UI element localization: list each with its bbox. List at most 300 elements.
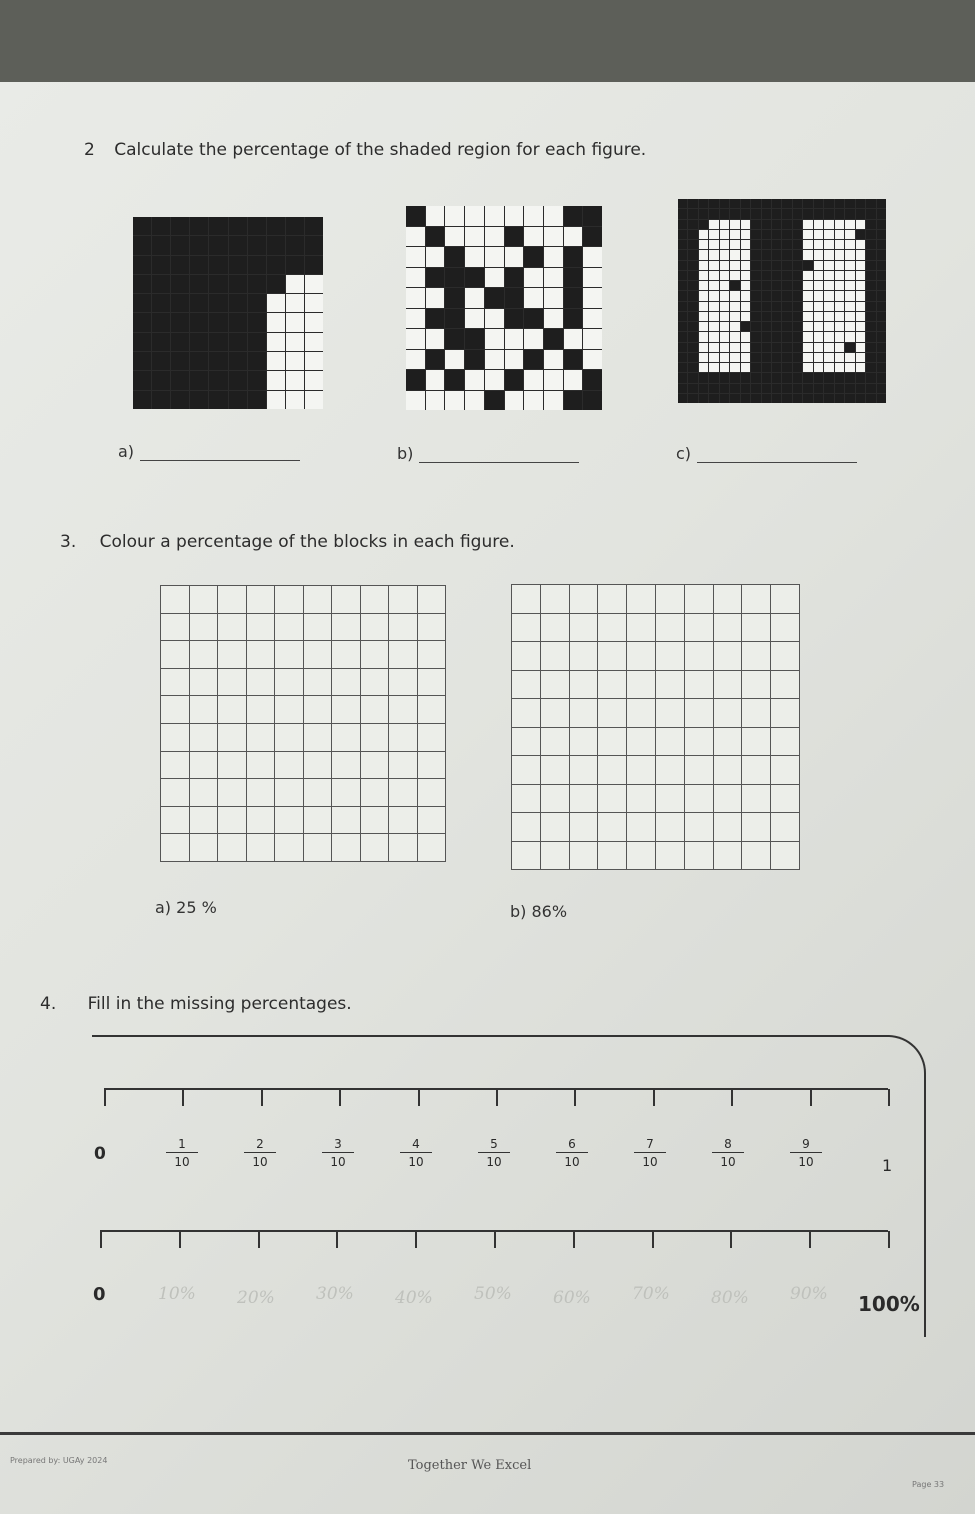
colour-block[interactable] <box>418 614 446 641</box>
colour-block[interactable] <box>161 614 189 641</box>
colour-block[interactable] <box>598 699 626 727</box>
grid-cell <box>856 332 865 341</box>
colour-block[interactable] <box>389 669 417 696</box>
colour-block[interactable] <box>275 834 303 861</box>
colour-block[interactable] <box>190 724 218 751</box>
colour-block[interactable] <box>418 779 446 806</box>
colour-block[interactable] <box>512 813 540 841</box>
colour-block[interactable] <box>190 807 218 834</box>
grid-cell <box>730 373 739 382</box>
grid-cell <box>772 322 781 331</box>
colour-block[interactable] <box>389 807 417 834</box>
colour-block[interactable] <box>570 699 598 727</box>
handwritten-percentage[interactable]: 90% <box>790 1284 828 1304</box>
handwritten-percentage[interactable]: 50% <box>474 1284 512 1304</box>
colour-block[interactable] <box>304 586 332 613</box>
grid-cell <box>730 291 739 300</box>
colour-block[interactable] <box>541 756 569 784</box>
grid-cell <box>751 302 760 311</box>
colour-block[interactable] <box>389 724 417 751</box>
colour-block[interactable] <box>714 842 742 870</box>
colour-block[interactable] <box>714 728 742 756</box>
grid-cell <box>814 240 823 249</box>
grid-cell <box>524 206 543 226</box>
colour-block[interactable] <box>304 834 332 861</box>
colour-block[interactable] <box>332 779 360 806</box>
colour-block[interactable] <box>656 671 684 699</box>
colour-block[interactable] <box>361 614 389 641</box>
grid-cell <box>190 352 208 370</box>
colour-block[interactable] <box>742 699 770 727</box>
colour-block[interactable] <box>218 669 246 696</box>
colour-block[interactable] <box>656 585 684 613</box>
grid-cell <box>171 333 189 351</box>
colour-block[interactable] <box>304 614 332 641</box>
grid-cell <box>709 250 718 259</box>
answer-line[interactable] <box>140 446 300 461</box>
colour-block[interactable] <box>418 834 446 861</box>
grid-cell <box>793 240 802 249</box>
colour-block[interactable] <box>742 756 770 784</box>
colour-block[interactable] <box>570 756 598 784</box>
grid-cell <box>772 291 781 300</box>
colour-block[interactable] <box>656 785 684 813</box>
colour-block[interactable] <box>389 641 417 668</box>
colour-block[interactable] <box>627 728 655 756</box>
grid-cell <box>741 384 750 393</box>
grid-cell <box>305 236 323 254</box>
grid-cell <box>762 363 771 372</box>
colour-block[interactable] <box>304 696 332 723</box>
colour-block[interactable] <box>190 779 218 806</box>
colour-block[interactable] <box>656 614 684 642</box>
colour-block[interactable] <box>627 642 655 670</box>
grid-cell <box>229 236 247 254</box>
colour-block[interactable] <box>742 614 770 642</box>
colour-block[interactable] <box>541 699 569 727</box>
colour-block[interactable] <box>361 724 389 751</box>
grid-cell <box>267 275 285 293</box>
colour-block[interactable] <box>361 834 389 861</box>
colour-block[interactable] <box>742 671 770 699</box>
colour-block[interactable] <box>361 696 389 723</box>
colour-block[interactable] <box>627 785 655 813</box>
colour-block[interactable] <box>627 813 655 841</box>
grid-cell <box>267 313 285 331</box>
grid-cell <box>730 271 739 280</box>
grid-cell <box>730 302 739 311</box>
colour-block[interactable] <box>570 671 598 699</box>
colour-block[interactable] <box>218 779 246 806</box>
colour-block[interactable] <box>332 752 360 779</box>
colour-block[interactable] <box>247 752 275 779</box>
colour-block[interactable] <box>161 586 189 613</box>
handwritten-percentage[interactable]: 60% <box>553 1288 591 1308</box>
colour-block[interactable] <box>304 669 332 696</box>
colour-block[interactable] <box>541 614 569 642</box>
colour-block[interactable] <box>598 785 626 813</box>
grid-cell <box>709 373 718 382</box>
colour-block[interactable] <box>332 669 360 696</box>
grid-cell <box>286 371 304 389</box>
q2-answer-a[interactable] <box>118 442 300 461</box>
colour-block[interactable] <box>247 779 275 806</box>
grid-cell <box>845 199 854 208</box>
grid-cell <box>305 371 323 389</box>
colour-block[interactable] <box>570 614 598 642</box>
grid-cell <box>505 391 524 411</box>
colour-block[interactable] <box>218 752 246 779</box>
handwritten-percentage[interactable]: 30% <box>316 1284 354 1304</box>
colour-block[interactable] <box>512 614 540 642</box>
colour-block[interactable] <box>389 586 417 613</box>
colour-block[interactable] <box>247 641 275 668</box>
colour-block[interactable] <box>361 779 389 806</box>
colour-block[interactable] <box>275 586 303 613</box>
colour-block[interactable] <box>742 585 770 613</box>
colour-block[interactable] <box>656 756 684 784</box>
colour-block[interactable] <box>512 842 540 870</box>
handwritten-percentage[interactable]: 20% <box>237 1288 275 1308</box>
colour-block[interactable] <box>570 813 598 841</box>
grid-cell <box>133 371 151 389</box>
grid-cell <box>741 230 750 239</box>
colour-block[interactable] <box>714 699 742 727</box>
colour-block[interactable] <box>656 728 684 756</box>
colour-block[interactable] <box>275 779 303 806</box>
colour-block[interactable] <box>275 669 303 696</box>
colour-block[interactable] <box>247 669 275 696</box>
grid-cell <box>824 220 833 229</box>
grid-cell <box>824 271 833 280</box>
grid-cell <box>741 363 750 372</box>
colour-block[interactable] <box>418 752 446 779</box>
grid-cell <box>772 199 781 208</box>
grid-cell <box>709 281 718 290</box>
colour-block[interactable] <box>247 696 275 723</box>
colour-block[interactable] <box>771 728 799 756</box>
colour-block[interactable] <box>218 807 246 834</box>
grid-cell <box>465 288 484 308</box>
q3-grid-b[interactable] <box>511 584 800 870</box>
colour-block[interactable] <box>627 671 655 699</box>
colour-block[interactable] <box>275 641 303 668</box>
colour-block[interactable] <box>418 641 446 668</box>
grid-cell <box>267 391 285 409</box>
colour-block[interactable] <box>190 696 218 723</box>
grid-cell <box>782 220 791 229</box>
colour-block[interactable] <box>304 752 332 779</box>
colour-block[interactable] <box>332 641 360 668</box>
handwritten-percentage[interactable]: 10% <box>158 1284 196 1304</box>
colour-block[interactable] <box>685 614 713 642</box>
colour-block[interactable] <box>627 699 655 727</box>
colour-block[interactable] <box>627 842 655 870</box>
q2-answer-b[interactable] <box>397 444 579 463</box>
grid-cell <box>152 371 170 389</box>
colour-block[interactable] <box>685 785 713 813</box>
colour-block[interactable] <box>714 642 742 670</box>
colour-block[interactable] <box>570 728 598 756</box>
colour-block[interactable] <box>190 834 218 861</box>
colour-block[interactable] <box>361 586 389 613</box>
colour-block[interactable] <box>685 671 713 699</box>
colour-block[interactable] <box>742 813 770 841</box>
colour-block[interactable] <box>389 696 417 723</box>
colour-block[interactable] <box>598 585 626 613</box>
colour-block[interactable] <box>570 642 598 670</box>
colour-block[interactable] <box>512 671 540 699</box>
colour-block[interactable] <box>512 728 540 756</box>
colour-block[interactable] <box>771 756 799 784</box>
colour-block[interactable] <box>161 669 189 696</box>
colour-block[interactable] <box>389 834 417 861</box>
colour-block[interactable] <box>512 585 540 613</box>
colour-block[interactable] <box>275 807 303 834</box>
grid-cell <box>824 281 833 290</box>
grid-cell <box>267 256 285 274</box>
colour-block[interactable] <box>771 842 799 870</box>
colour-block[interactable] <box>512 785 540 813</box>
colour-block[interactable] <box>161 696 189 723</box>
colour-block[interactable] <box>771 585 799 613</box>
grid-cell <box>730 322 739 331</box>
colour-block[interactable] <box>190 752 218 779</box>
colour-block[interactable] <box>541 642 569 670</box>
colour-block[interactable] <box>714 614 742 642</box>
colour-block[interactable] <box>598 813 626 841</box>
grid-cell <box>814 353 823 362</box>
colour-block[interactable] <box>361 807 389 834</box>
grid-cell <box>229 391 247 409</box>
colour-block[interactable] <box>218 614 246 641</box>
colour-block[interactable] <box>275 614 303 641</box>
colour-block[interactable] <box>304 807 332 834</box>
grid-cell <box>445 206 464 226</box>
colour-block[interactable] <box>541 813 569 841</box>
colour-block[interactable] <box>656 842 684 870</box>
colour-block[interactable] <box>771 642 799 670</box>
colour-block[interactable] <box>685 728 713 756</box>
grid-cell <box>824 261 833 270</box>
grid-cell <box>856 240 865 249</box>
q2-answer-c[interactable] <box>676 444 857 463</box>
grid-cell <box>720 230 729 239</box>
colour-block[interactable] <box>714 813 742 841</box>
colour-block[interactable] <box>161 641 189 668</box>
q3-grid-a[interactable] <box>160 585 446 862</box>
grid-cell <box>248 352 266 370</box>
grid-cell <box>762 261 771 270</box>
colour-block[interactable] <box>598 671 626 699</box>
colour-block[interactable] <box>190 669 218 696</box>
colour-block[interactable] <box>541 585 569 613</box>
grid-cell <box>856 312 865 321</box>
grid-cell <box>814 209 823 218</box>
colour-block[interactable] <box>598 842 626 870</box>
colour-block[interactable] <box>418 807 446 834</box>
grid-cell <box>678 209 687 218</box>
colour-block[interactable] <box>275 724 303 751</box>
colour-block[interactable] <box>161 834 189 861</box>
colour-block[interactable] <box>598 756 626 784</box>
colour-block[interactable] <box>389 779 417 806</box>
grid-cell <box>465 350 484 370</box>
colour-block[interactable] <box>771 699 799 727</box>
grid-cell <box>544 206 563 226</box>
colour-block[interactable] <box>161 779 189 806</box>
colour-block[interactable] <box>218 696 246 723</box>
grid-cell <box>720 291 729 300</box>
colour-block[interactable] <box>304 641 332 668</box>
colour-block[interactable] <box>247 724 275 751</box>
grid-cell <box>305 313 323 331</box>
grid-cell <box>772 363 781 372</box>
colour-block[interactable] <box>304 779 332 806</box>
colour-block[interactable] <box>247 586 275 613</box>
colour-block[interactable] <box>771 614 799 642</box>
colour-block[interactable] <box>389 752 417 779</box>
colour-block[interactable] <box>627 614 655 642</box>
colour-block[interactable] <box>771 671 799 699</box>
grid-cell <box>133 256 151 274</box>
colour-block[interactable] <box>247 807 275 834</box>
grid-cell <box>782 291 791 300</box>
grid-cell <box>583 206 602 226</box>
grid-cell <box>866 384 875 393</box>
colour-block[interactable] <box>742 728 770 756</box>
handwritten-percentage[interactable]: 70% <box>632 1284 670 1304</box>
tick-mark <box>494 1231 496 1248</box>
colour-block[interactable] <box>656 813 684 841</box>
colour-block[interactable] <box>389 614 417 641</box>
colour-block[interactable] <box>275 696 303 723</box>
grid-cell <box>835 250 844 259</box>
colour-block[interactable] <box>418 696 446 723</box>
colour-block[interactable] <box>541 728 569 756</box>
colour-block[interactable] <box>332 586 360 613</box>
colour-block[interactable] <box>361 669 389 696</box>
grid-cell <box>699 220 708 229</box>
grid-cell <box>803 240 812 249</box>
colour-block[interactable] <box>361 641 389 668</box>
handwritten-percentage[interactable]: 80% <box>711 1288 749 1308</box>
grid-cell <box>709 302 718 311</box>
grid-cell <box>485 329 504 349</box>
colour-block[interactable] <box>218 586 246 613</box>
tick-mark <box>261 1089 263 1106</box>
grid-cell <box>782 322 791 331</box>
colour-block[interactable] <box>218 834 246 861</box>
colour-block[interactable] <box>161 724 189 751</box>
grid-cell <box>720 250 729 259</box>
colour-block[interactable] <box>714 585 742 613</box>
colour-block[interactable] <box>570 842 598 870</box>
colour-block[interactable] <box>332 614 360 641</box>
grid-cell <box>445 227 464 247</box>
grid-cell <box>544 329 563 349</box>
colour-block[interactable] <box>247 614 275 641</box>
colour-block[interactable] <box>418 586 446 613</box>
colour-block[interactable] <box>685 842 713 870</box>
colour-block[interactable] <box>685 699 713 727</box>
colour-block[interactable] <box>685 813 713 841</box>
grid-cell <box>866 394 875 403</box>
grid-cell <box>824 291 833 300</box>
colour-block[interactable] <box>512 699 540 727</box>
colour-block[interactable] <box>771 813 799 841</box>
grid-cell <box>709 343 718 352</box>
colour-block[interactable] <box>714 785 742 813</box>
colour-block[interactable] <box>361 752 389 779</box>
colour-block[interactable] <box>627 756 655 784</box>
colour-block[interactable] <box>512 756 540 784</box>
colour-block[interactable] <box>685 642 713 670</box>
colour-block[interactable] <box>161 807 189 834</box>
colour-block[interactable] <box>304 724 332 751</box>
grid-cell <box>688 332 697 341</box>
grid-cell <box>720 199 729 208</box>
colour-block[interactable] <box>418 669 446 696</box>
colour-block[interactable] <box>275 752 303 779</box>
colour-block[interactable] <box>656 642 684 670</box>
colour-block[interactable] <box>541 785 569 813</box>
colour-block[interactable] <box>742 785 770 813</box>
colour-block[interactable] <box>541 842 569 870</box>
colour-block[interactable] <box>332 834 360 861</box>
answer-line[interactable] <box>697 448 857 463</box>
colour-block[interactable] <box>598 728 626 756</box>
colour-block[interactable] <box>570 785 598 813</box>
colour-block[interactable] <box>161 752 189 779</box>
grid-cell <box>583 268 602 288</box>
colour-block[interactable] <box>714 756 742 784</box>
colour-block[interactable] <box>218 724 246 751</box>
colour-block[interactable] <box>247 834 275 861</box>
colour-block[interactable] <box>685 585 713 613</box>
colour-block[interactable] <box>218 641 246 668</box>
grid-cell <box>720 384 729 393</box>
colour-block[interactable] <box>332 724 360 751</box>
colour-block[interactable] <box>190 586 218 613</box>
colour-block[interactable] <box>627 585 655 613</box>
grid-cell <box>772 209 781 218</box>
colour-block[interactable] <box>418 724 446 751</box>
colour-block[interactable] <box>598 642 626 670</box>
colour-block[interactable] <box>656 699 684 727</box>
grid-cell <box>699 240 708 249</box>
colour-block[interactable] <box>541 671 569 699</box>
answer-line[interactable] <box>419 448 579 463</box>
colour-block[interactable] <box>332 807 360 834</box>
handwritten-percentage[interactable]: 40% <box>395 1288 433 1308</box>
colour-block[interactable] <box>332 696 360 723</box>
colour-block[interactable] <box>742 642 770 670</box>
colour-block[interactable] <box>598 614 626 642</box>
grid-cell <box>688 240 697 249</box>
grid-cell <box>803 384 812 393</box>
colour-block[interactable] <box>512 642 540 670</box>
grid-cell <box>741 250 750 259</box>
colour-block[interactable] <box>190 641 218 668</box>
grid-cell <box>229 275 247 293</box>
colour-block[interactable] <box>570 585 598 613</box>
colour-block[interactable] <box>190 614 218 641</box>
colour-block[interactable] <box>714 671 742 699</box>
colour-block[interactable] <box>771 785 799 813</box>
colour-block[interactable] <box>685 756 713 784</box>
colour-block[interactable] <box>742 842 770 870</box>
